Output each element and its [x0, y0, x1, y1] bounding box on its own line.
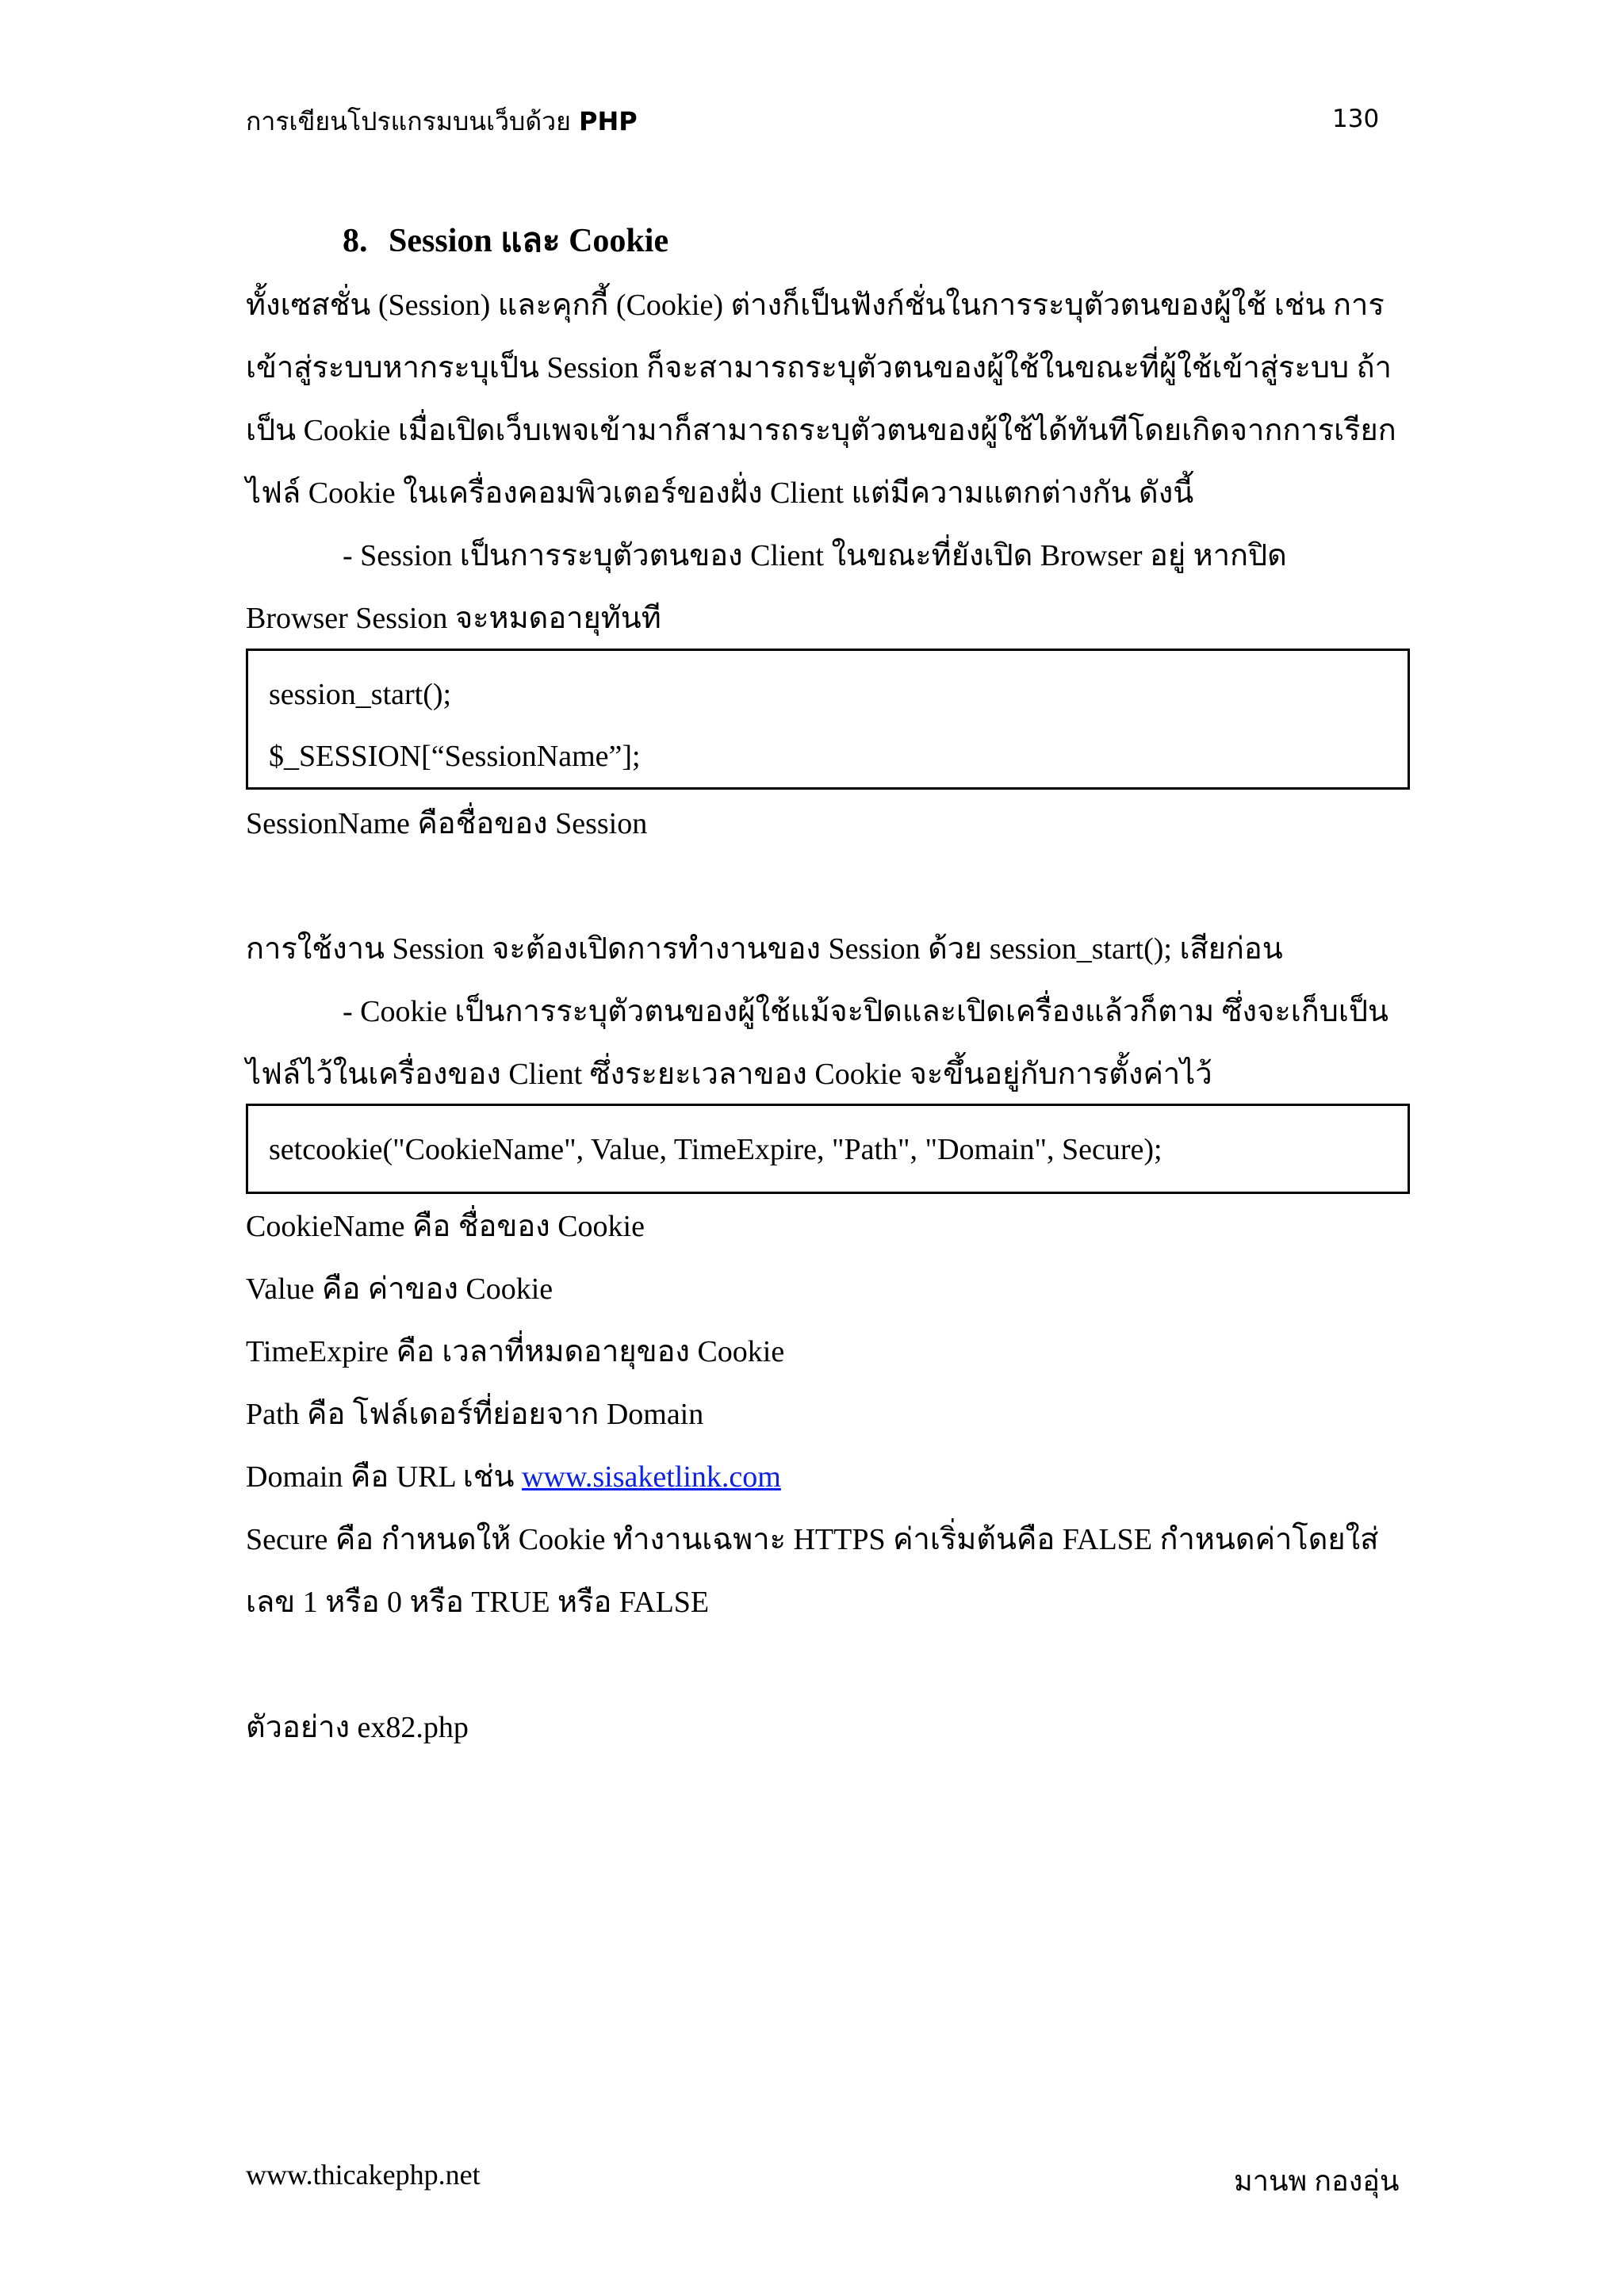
session-bullet-line-2: Browser Session จะหมดอายุทันที: [246, 602, 661, 635]
running-header: [246, 101, 638, 142]
intro-line-1: ทั้งเซสชั่น (Session) และคุกกี้ (Cookie) ต่างก็เป็นฟังก์ชั่นในการระบุตัวตนของผู้ใช้ เช่น การ: [246, 289, 1385, 322]
intro-line-3: เป็น Cookie เมื่อเปิดเว็บเพจเข้ามาก็สามารถระบุตัวตนของผู้ใช้ได้ทันทีโดยเกิดจากการเรียก: [246, 414, 1396, 447]
session-usage-note: การใช้งาน Session จะต้องเปิดการทำงานของ Session ด้วย session_start(); เสียก่อน: [246, 932, 1283, 966]
intro-line-2: เข้าสู่ระบบหากระบุเป็น Session ก็จะสามารถระบุตัวตนของผู้ใช้ในขณะที่ผู้ใช้เข้าสู่ระบบ ถ้า: [246, 351, 1392, 385]
session-name-description: SessionName คือชื่อของ Session: [246, 807, 648, 840]
code-session-var: $_SESSION[“SessionName”];: [269, 740, 641, 773]
session-code-box: [246, 649, 1410, 790]
param-domain-label: Domain คือ URL เช่น: [246, 1460, 523, 1494]
intro-line-4: ไฟล์ Cookie ในเครื่องคอมพิวเตอร์ของฝั่ง Client แต่มีความแตกต่างกัน ดังนี้: [246, 476, 1194, 510]
param-secure-line-2: เลข 1 หรือ 0 หรือ TRUE หรือ FALSE: [246, 1586, 710, 1619]
param-secure-line-1: Secure คือ กำหนดให้ Cookie ทำงานเฉพาะ HTTPS ค่าเริ่มต้นคือ FALSE กำหนดค่าโดยใส่: [246, 1523, 1379, 1556]
param-domain: [246, 1462, 781, 1492]
section-number: 8.: [343, 223, 368, 259]
cookie-bullet-line-2: ไฟล์ไว้ในเครื่องของ Client ซึ่งระยะเวลาของ Cookie จะขึ้นอยู่กับการตั้งค่าไว้: [246, 1058, 1212, 1091]
header-title-bold: PHP: [579, 106, 638, 136]
code-session-start: session_start();: [269, 678, 452, 711]
page-number: 130: [1332, 105, 1380, 133]
example-label: ตัวอย่าง ex82.php: [246, 1711, 469, 1744]
code-setcookie: setcookie("CookieName", Value, TimeExpire, "Path", "Domain", Secure);: [269, 1133, 1162, 1166]
footer-author: มานพ กองอุ่น: [1234, 2165, 1400, 2197]
section-heading: [343, 214, 668, 266]
cookie-bullet-line-1: - Cookie เป็นการระบุตัวตนของผู้ใช้แม้จะปิดและเปิดเครื่องแล้วก็ตาม ซึ่งจะเก็บเป็น: [343, 995, 1388, 1028]
section-title-text: Session และ Cookie: [389, 223, 669, 259]
sisaketlink-link[interactable]: www.sisaketlink.com: [522, 1460, 781, 1494]
cookie-code-box: [246, 1104, 1410, 1194]
param-path: Path คือ โฟล์เดอร์ที่ย่อยจาก Domain: [246, 1398, 704, 1431]
header-title-prefix: การเขียนโปรแกรมบนเว็บด้วย: [246, 106, 571, 136]
param-time-expire: TimeExpire คือ เวลาที่หมดอายุของ Cookie: [246, 1335, 785, 1368]
param-cookie-name: CookieName คือ ชื่อของ Cookie: [246, 1210, 645, 1243]
session-bullet-line-1: - Session เป็นการระบุตัวตนของ Client ในขณะที่ยังเปิด Browser อยู่ หากปิด: [343, 539, 1287, 572]
param-value: Value คือ ค่าของ Cookie: [246, 1272, 553, 1306]
footer-website: www.thicakephp.net: [246, 2159, 481, 2191]
